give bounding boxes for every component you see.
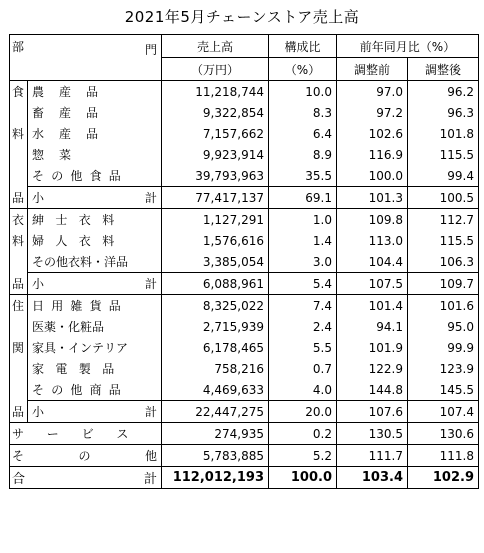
spread-label: [32, 189, 157, 206]
yoy-after-cell: 99.4: [408, 165, 479, 187]
label-text: 水産品: [32, 127, 114, 141]
spread-label: [32, 125, 157, 142]
table-row: [10, 81, 479, 103]
label-char: 他: [144, 449, 157, 463]
group-side-label: 品: [10, 273, 28, 295]
ratio-cell: 7.4: [269, 295, 337, 317]
yoy-after-cell: 130.6: [408, 423, 479, 445]
table-row: [10, 251, 479, 273]
spread-label: [12, 468, 157, 487]
sales-cell: 7,157,662: [162, 123, 269, 144]
yoy-after-cell: 107.4: [408, 401, 479, 423]
ratio-cell: 5.5: [269, 337, 337, 358]
item-label: [28, 379, 162, 401]
header-after: 調整後: [408, 58, 479, 81]
sales-cell: 2,715,939: [162, 316, 269, 337]
label-char: 小: [32, 191, 45, 205]
group-side-label: 品: [10, 187, 28, 209]
sales-cell: 77,417,137: [162, 187, 269, 209]
header-blank: [28, 58, 162, 81]
spread-label: [32, 167, 157, 184]
sales-cell: 6,178,465: [162, 337, 269, 358]
sales-cell: 5,783,885: [162, 445, 269, 467]
label-text: 農産品: [32, 85, 114, 99]
yoy-before-cell: 109.8: [337, 209, 408, 231]
spread-label: [32, 211, 157, 228]
sales-cell: 9,322,854: [162, 102, 269, 123]
item-label: [28, 81, 162, 103]
group-side-label: [10, 102, 28, 123]
yoy-before-cell: 100.0: [337, 165, 408, 187]
spread-label: [32, 339, 157, 356]
sales-cell: 22,447,275: [162, 401, 269, 423]
yoy-after-cell: 115.5: [408, 144, 479, 165]
other-label: [10, 445, 162, 467]
yoy-after-cell: 99.9: [408, 337, 479, 358]
label-text: その他衣料・洋品: [32, 255, 129, 269]
item-label: [28, 165, 162, 187]
header-blank: [10, 58, 28, 81]
yoy-before-cell: 101.3: [337, 187, 408, 209]
label-char: 計: [144, 277, 157, 291]
table-row: [10, 401, 479, 423]
label-char: の: [78, 449, 91, 463]
sales-cell: 4,469,633: [162, 379, 269, 401]
yoy-before-cell: 103.4: [337, 467, 408, 489]
table-row: [10, 165, 479, 187]
sales-cell: 1,576,616: [162, 230, 269, 251]
label-text: 紳士衣料: [32, 213, 126, 227]
label-char: 小: [32, 277, 45, 291]
subtotal-label: [28, 401, 162, 423]
ratio-cell: 1.4: [269, 230, 337, 251]
label-text: 家電製品: [32, 362, 126, 376]
yoy-before-cell: 122.9: [337, 358, 408, 379]
yoy-after-cell: 106.3: [408, 251, 479, 273]
yoy-before-cell: 94.1: [337, 316, 408, 337]
group-side-label: [10, 144, 28, 165]
sales-cell: 9,923,914: [162, 144, 269, 165]
page-title: 2021年5月チェーンストア売上高: [124, 8, 360, 26]
sales-cell: 274,935: [162, 423, 269, 445]
subtotal-label: [28, 187, 162, 209]
label-char: 合: [12, 472, 26, 487]
yoy-after-cell: 123.9: [408, 358, 479, 379]
yoy-before-cell: 107.6: [337, 401, 408, 423]
group-side-label: [10, 379, 28, 401]
table-row: [10, 358, 479, 379]
item-label: [28, 295, 162, 317]
sales-cell: 3,385,054: [162, 251, 269, 273]
service-label: サービス: [10, 423, 162, 445]
yoy-before-cell: 111.7: [337, 445, 408, 467]
ratio-cell: 35.5: [269, 165, 337, 187]
header-sales-unit: （万円）: [162, 58, 269, 81]
yoy-after-cell: 101.6: [408, 295, 479, 317]
yoy-before-cell: 97.0: [337, 81, 408, 103]
spread-label: [32, 275, 157, 292]
header-sales: 売上高: [162, 35, 269, 58]
spread-label: [32, 381, 157, 398]
ratio-cell: 6.4: [269, 123, 337, 144]
yoy-after-cell: 145.5: [408, 379, 479, 401]
label-text: 婦人衣料: [32, 234, 126, 248]
yoy-before-cell: 116.9: [337, 144, 408, 165]
group-side-label: 関: [10, 337, 28, 358]
group-side-label: 食: [10, 81, 28, 103]
yoy-before-cell: 113.0: [337, 230, 408, 251]
table-row: [10, 316, 479, 337]
table-row: [10, 337, 479, 358]
label-char: そ: [12, 449, 25, 463]
table-row: [10, 230, 479, 251]
yoy-before-cell: 144.8: [337, 379, 408, 401]
ratio-cell: 100.0: [269, 467, 337, 489]
group-side-label: [10, 358, 28, 379]
subtotal-label: [28, 273, 162, 295]
total-label: [10, 467, 162, 489]
ratio-cell: 8.9: [269, 144, 337, 165]
yoy-before-cell: 104.4: [337, 251, 408, 273]
header-yoy: 前年同月比（%）: [337, 35, 479, 58]
table-row: [10, 102, 479, 123]
item-label: [28, 337, 162, 358]
item-label: [28, 251, 162, 273]
sales-cell: 8,325,022: [162, 295, 269, 317]
header-before: 調整前: [337, 58, 408, 81]
header-ratio-unit: （%）: [269, 58, 337, 81]
spread-label: [32, 83, 157, 100]
group-side-label: 料: [10, 230, 28, 251]
sales-cell: 1,127,291: [162, 209, 269, 231]
group-side-label: 品: [10, 401, 28, 423]
label-text: 医薬・化粧品: [32, 320, 105, 334]
ratio-cell: 4.0: [269, 379, 337, 401]
spread-label: [32, 146, 157, 163]
table-row: [10, 445, 479, 467]
table-row: [10, 273, 479, 295]
ratio-cell: 5.2: [269, 445, 337, 467]
yoy-after-cell: 102.9: [408, 467, 479, 489]
ratio-cell: 69.1: [269, 187, 337, 209]
spread-label: [32, 232, 157, 249]
ratio-cell: 1.0: [269, 209, 337, 231]
table-row: [10, 209, 479, 231]
spread-label: [32, 297, 157, 314]
label-text: その他食品: [32, 169, 129, 183]
label-text: 惣菜: [32, 148, 87, 162]
sales-cell: 39,793,963: [162, 165, 269, 187]
item-label: [28, 230, 162, 251]
table-row: [10, 123, 479, 144]
item-label: [28, 358, 162, 379]
yoy-before-cell: 101.9: [337, 337, 408, 358]
spread-label: [12, 447, 157, 464]
yoy-after-cell: 96.2: [408, 81, 479, 103]
group-side-label: 衣: [10, 209, 28, 231]
group-side-label: 住: [10, 295, 28, 317]
item-label: [28, 316, 162, 337]
spread-label: [32, 318, 157, 335]
yoy-after-cell: 95.0: [408, 316, 479, 337]
sales-cell: 6,088,961: [162, 273, 269, 295]
yoy-before-cell: 97.2: [337, 102, 408, 123]
yoy-after-cell: 96.3: [408, 102, 479, 123]
label-text: その他商品: [32, 383, 129, 397]
spread-label: [32, 104, 157, 121]
table-row: [10, 423, 479, 445]
label-char: 計: [143, 472, 157, 487]
yoy-before-cell: 102.6: [337, 123, 408, 144]
ratio-cell: 10.0: [269, 81, 337, 103]
label-char: 小: [32, 405, 45, 419]
ratio-cell: 2.4: [269, 316, 337, 337]
yoy-after-cell: 101.8: [408, 123, 479, 144]
yoy-after-cell: 100.5: [408, 187, 479, 209]
group-side-label: [10, 316, 28, 337]
item-label: [28, 123, 162, 144]
spread-label: [32, 253, 157, 270]
yoy-after-cell: 111.8: [408, 445, 479, 467]
table-row: [10, 379, 479, 401]
ratio-cell: 8.3: [269, 102, 337, 123]
yoy-before-cell: 107.5: [337, 273, 408, 295]
table-row: [10, 144, 479, 165]
sales-cell: 112,012,193: [162, 467, 269, 489]
group-side-label: [10, 251, 28, 273]
item-label: [28, 144, 162, 165]
group-side-label: 料: [10, 123, 28, 144]
label-char: 計: [144, 405, 157, 419]
spread-label: [32, 360, 157, 377]
header-dept-left: 部: [10, 35, 28, 58]
group-side-label: [10, 165, 28, 187]
table-row: [10, 295, 479, 317]
yoy-before-cell: 130.5: [337, 423, 408, 445]
item-label: [28, 102, 162, 123]
spread-label: [32, 403, 157, 420]
item-label: [28, 209, 162, 231]
yoy-after-cell: 112.7: [408, 209, 479, 231]
label-char: 計: [144, 191, 157, 205]
sales-cell: 11,218,744: [162, 81, 269, 103]
yoy-before-cell: 101.4: [337, 295, 408, 317]
table-row: [10, 187, 479, 209]
header-dept-right: 門: [28, 35, 162, 58]
ratio-cell: 0.7: [269, 358, 337, 379]
label-text: 日用雑貨品: [32, 299, 129, 313]
ratio-cell: 20.0: [269, 401, 337, 423]
sales-cell: 758,216: [162, 358, 269, 379]
label-text: 家具・インテリア: [32, 341, 129, 355]
ratio-cell: 3.0: [269, 251, 337, 273]
ratio-cell: 5.4: [269, 273, 337, 295]
sales-table: [9, 34, 479, 489]
ratio-cell: 0.2: [269, 423, 337, 445]
total-row: [10, 467, 479, 489]
label-text: 畜産品: [32, 106, 114, 120]
yoy-after-cell: 115.5: [408, 230, 479, 251]
yoy-after-cell: 109.7: [408, 273, 479, 295]
header-ratio: 構成比: [269, 35, 337, 58]
